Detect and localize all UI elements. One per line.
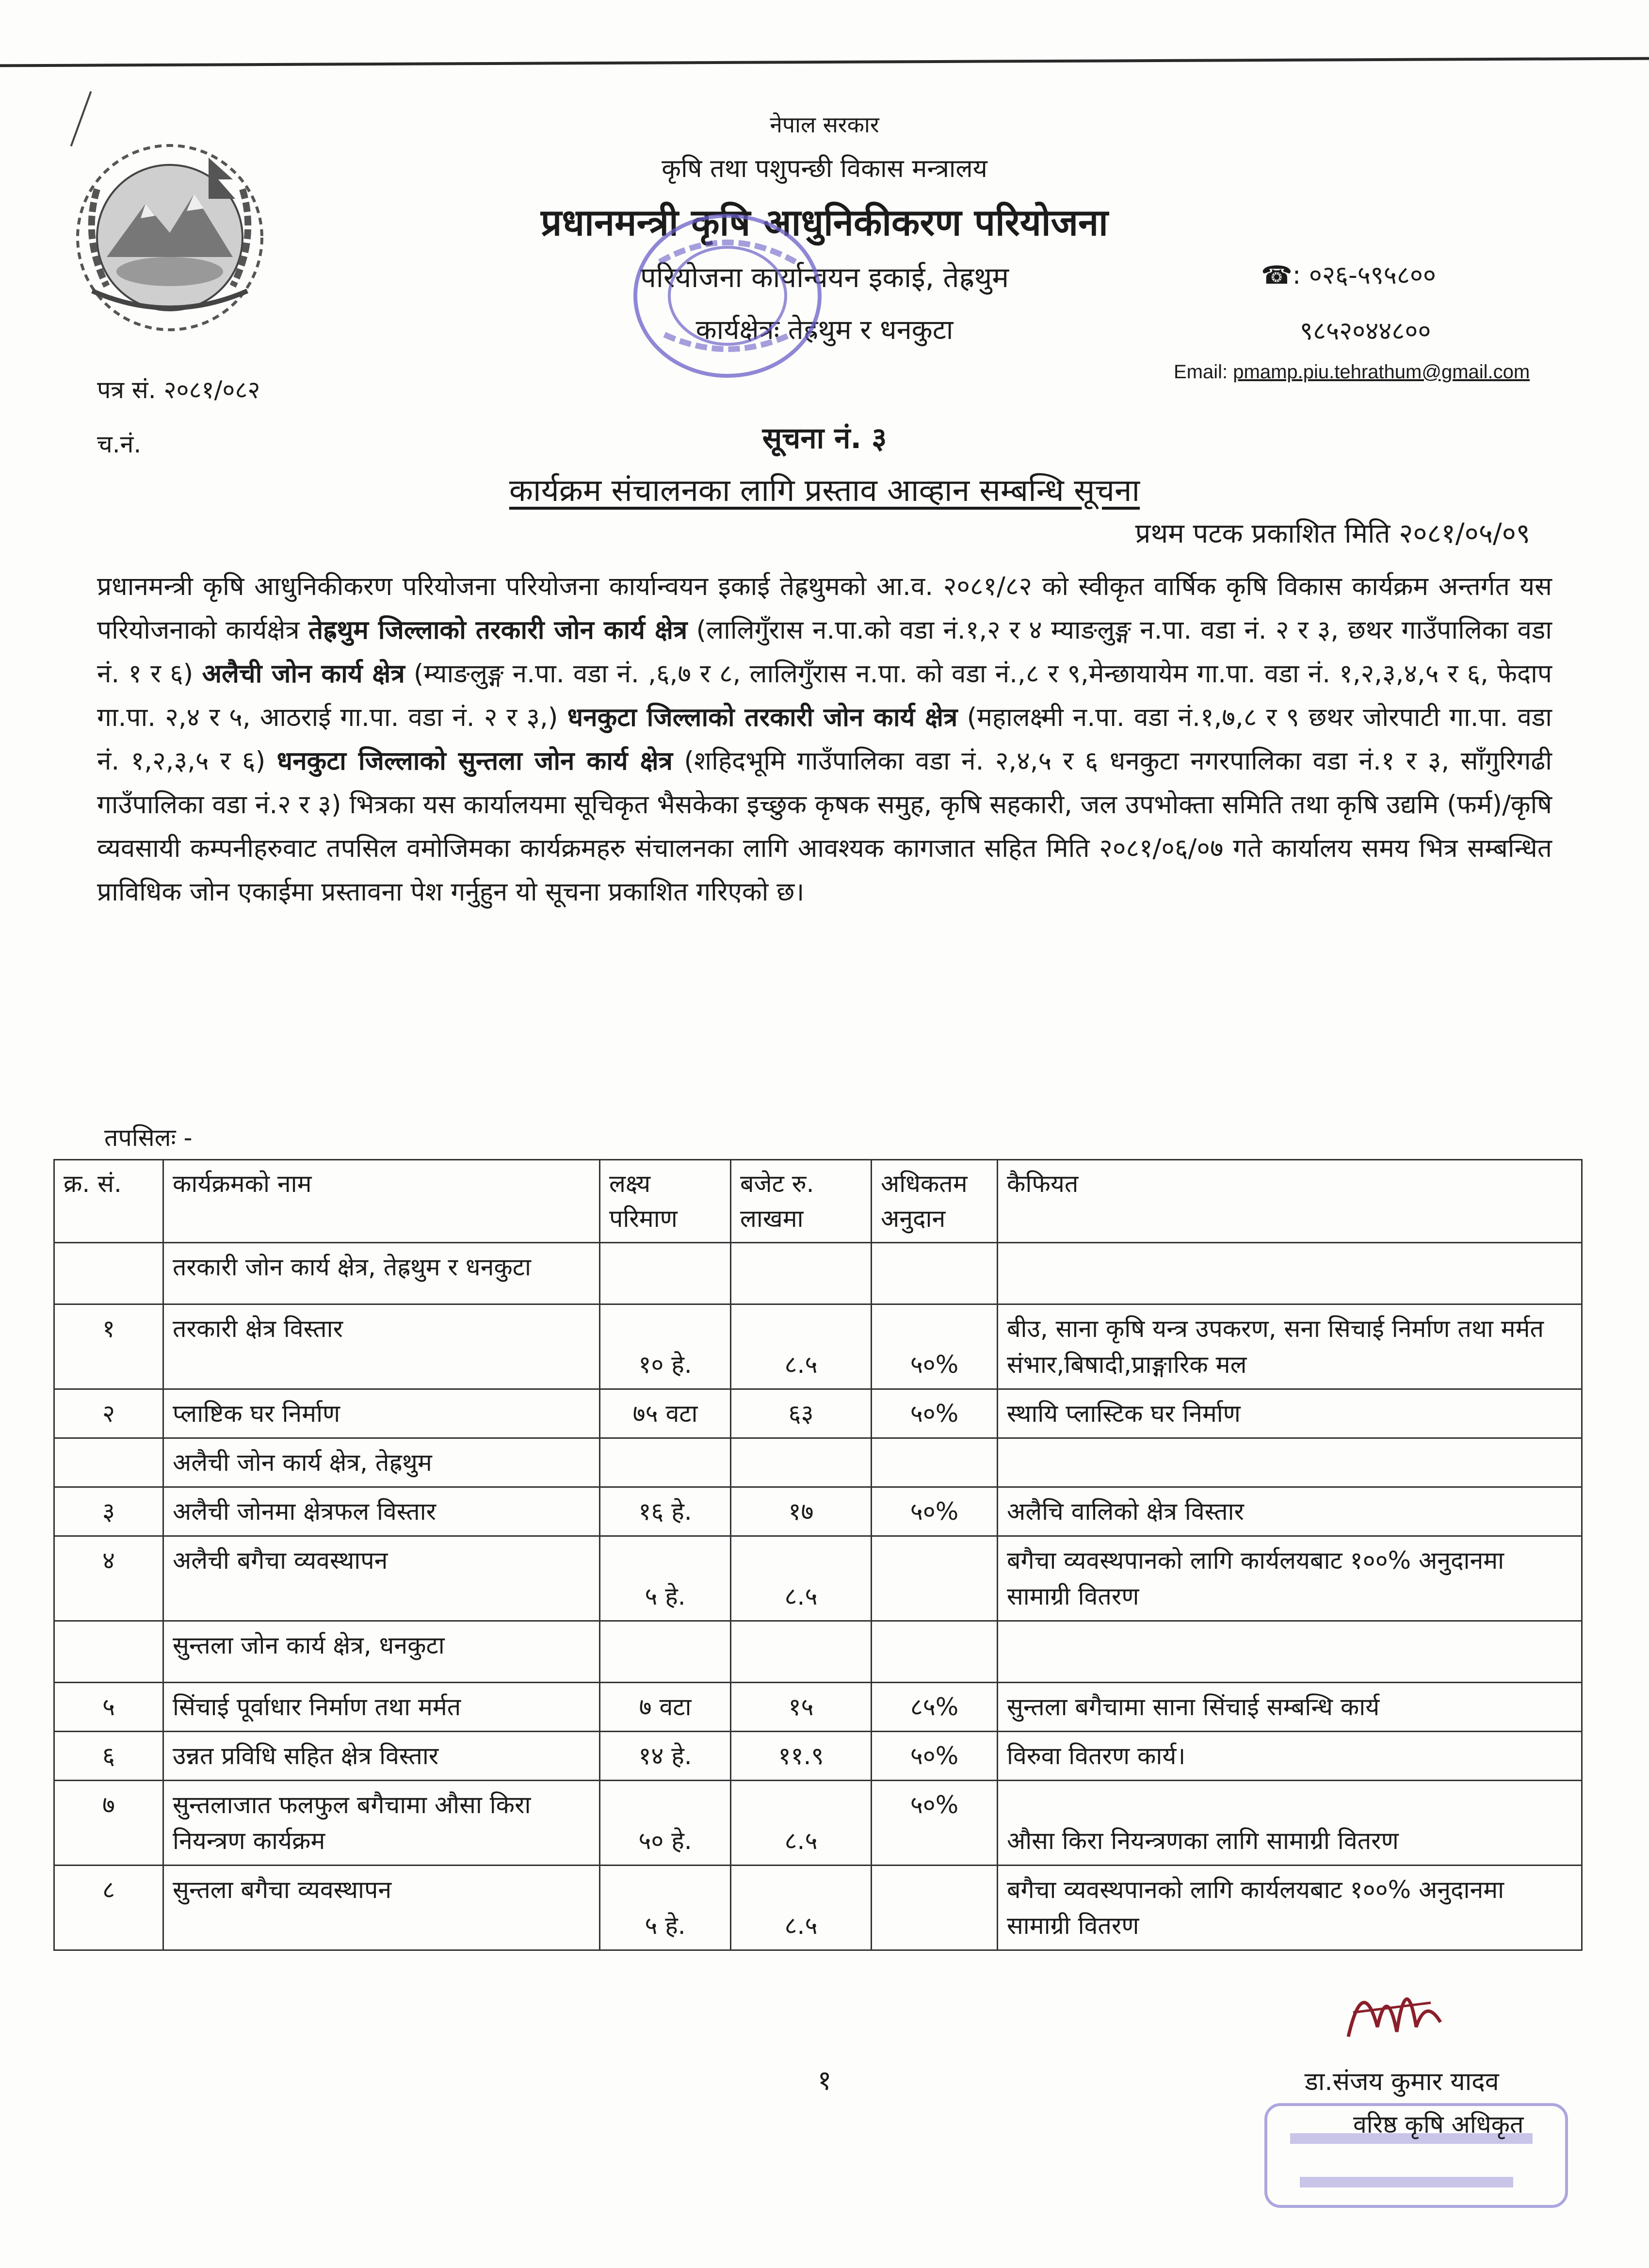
unit-name: परियोजना कार्यान्वयन इकाई, तेह्रथुम [640,261,1009,294]
cell-remarks: अलैचि वालिको क्षेत्र विस्तार [998,1487,1582,1536]
signature-icon [1334,1954,1450,2061]
signer-title: वरिष्ठ कृषि अधिकृत [1353,2110,1524,2139]
notice-number: सूचना नं. ३ [762,421,887,455]
cell-subsidy: ५०% [872,1487,998,1536]
cell-remarks: बगैचा व्यवस्थपानको लागि कार्यलयबाट १००% अनुदानमा सामाग्री वितरण [998,1536,1582,1621]
signer-name: डा.संजय कुमार यादव [1305,2067,1499,2096]
body-part-2: (लालिगुँरास न.पा.को वडा नं.१,२ र ४ म्याङलुङ्ग न.पा. वडा नं. २ र ३, छथर गाउँपालिका वडा नं. १ र ६) [97,615,1552,689]
letter-number: पत्र सं. २०८१/०८२ [97,376,260,404]
cell-budget: ८.५ [731,1866,872,1950]
government-name: नेपाल सरकार [770,112,879,138]
program-table [53,1159,1583,1951]
header-sn: क्र. सं. [54,1160,163,1243]
notice-subject [0,468,1649,510]
header-budget: बजेट रु. लाखमा [731,1160,872,1243]
cell-subsidy: ५०% [872,1389,998,1438]
ministry-name: कृषि तथा पशुपन्छी विकास मन्त्रालय [662,154,987,183]
body-bold-1: तेह्रथुम जिल्लाको तरकारी जोन कार्य क्षेत्र [308,615,688,645]
header-name: कार्यक्रमको नाम [163,1160,600,1243]
email-label: Email: [1174,361,1228,383]
cell-name: उन्नत प्रविधि सहित क्षेत्र विस्तार [163,1732,600,1781]
table-header-row [54,1160,1582,1243]
cell-subsidy: ५०% [872,1781,998,1866]
cell-sn: ४ [54,1536,163,1621]
cell-target: १४ हे. [600,1732,731,1781]
cell-remarks: स्थायि प्लास्टिक घर निर्माण [998,1389,1582,1438]
cell-remarks: सुन्तला बगैचामा साना सिंचाई सम्बन्धि कार्य [998,1683,1582,1732]
details-label: तपसिलः - [104,1124,193,1152]
header-target: लक्ष्य परिमाण [600,1160,731,1243]
email-line [1174,361,1530,383]
section-row [54,1438,1582,1487]
body-bold-3: धनकुटा जिल्लाको तरकारी जोन कार्य क्षेत्र [567,703,958,732]
cell-name: अलैची जोनमा क्षेत्रफल विस्तार [163,1487,600,1536]
header-subsidy: अधिकतम अनुदान [872,1160,998,1243]
cell-sn: ६ [54,1732,163,1781]
section-row [54,1621,1582,1683]
page-number: १ [817,2065,832,2096]
table-row [54,1781,1582,1866]
body-bold-4: धनकुटा जिल्लाको सुन्तला जोन कार्य क्षेत्र [276,746,673,776]
email-link[interactable]: pmamp.piu.tehrathum@gmail.com [1233,361,1530,383]
cell-target: १६ हे. [600,1487,731,1536]
cell-name: सुन्तलाजात फलफुल बगैचामा औसा किरा नियन्त्रण कार्यक्रम [163,1781,600,1866]
cell-subsidy [872,1866,998,1950]
cell-target: ७५ वटा [600,1389,731,1438]
cell-budget: १७ [731,1487,872,1536]
cell-remarks: बगैचा व्यवस्थपानको लागि कार्यलयबाट १००% अनुदानमा सामाग्री वितरण [998,1866,1582,1950]
table-row [54,1732,1582,1781]
cell-sn: ५ [54,1683,163,1732]
section-title: सुन्तला जोन कार्य क्षेत्र, धनकुटा [163,1621,600,1683]
project-name: प्रधानमन्त्री कृषि आधुनिकीकरण परियोजना [541,201,1108,244]
cell-subsidy [872,1536,998,1621]
scan-edge-line [0,57,1649,67]
cell-budget: १५ [731,1683,872,1732]
section-title: तरकारी जोन कार्य क्षेत्र, तेह्रथुम र धनकुटा [163,1243,600,1304]
table-row [54,1487,1582,1536]
cell-target: ५० हे. [600,1781,731,1866]
cell-target: ७ वटा [600,1683,731,1732]
body-part-3: (म्याङलुङ्ग न.पा. वडा नं. ,६,७ र ८, लालिगुँरास न.पा. को वडा नं.,८ र ९,मेन्छायायेम गा.पा. वडा नं. १,२,३,४,५ र ६, फेदाप गा.पा. २,४ र ५, आठराई गा.पा. वडा नं. २ र ३,) [97,659,1552,732]
cell-budget: ८.५ [731,1536,872,1621]
body-part-4: (महालक्ष्मी न.पा. वडा नं.१,७,८ र ९ छथर जोरपाटी गा.पा. वडा नं. १,२,३,५ र ६) [97,703,1552,776]
cell-subsidy: ८५% [872,1683,998,1732]
cell-budget: ६३ [731,1389,872,1438]
notice-body [97,565,1552,914]
office-stamp-icon [626,204,829,388]
body-part-1: प्रधानमन्त्री कृषि आधुनिकीकरण परियोजना परियोजना कार्यान्वयन इकाई तेह्रथुमको आ.व. २०८१/८२ को स्वीकृत वार्षिक कृषि विकास कार्यक्रम अन्तर्गत यस परियोजनाको कार्यक्षेत्र [97,572,1552,645]
cell-subsidy: ५०% [872,1304,998,1389]
table-row [54,1389,1582,1438]
section-title: अलैची जोन कार्य क्षेत्र, तेह्रथुम [163,1438,600,1487]
cell-name: तरकारी क्षेत्र विस्तार [163,1304,600,1389]
subject-text: कार्यक्रम संचालनका लागि प्रस्ताव आव्हान सम्बन्धि सूचना [509,473,1140,509]
published-date: प्रथम पटक प्रकाशित मिति २०८१/०५/०९ [1135,518,1530,549]
cell-target: ५ हे. [600,1536,731,1621]
header-remarks: कैफियत [998,1160,1582,1243]
phone-number: ☎: ०२६-५९५८०० [1261,261,1436,290]
section-row [54,1243,1582,1304]
table-row [54,1866,1582,1950]
work-area: कार्यक्षेत्रः तेह्रथुम र धनकुटा [695,314,954,346]
cell-target: १० हे. [600,1304,731,1389]
table-row [54,1683,1582,1732]
cell-budget: ८.५ [731,1304,872,1389]
cell-sn: ७ [54,1781,163,1866]
cell-subsidy: ५०% [872,1732,998,1781]
cell-name: प्लाष्टिक घर निर्माण [163,1389,600,1438]
cell-sn: १ [54,1304,163,1389]
table-row [54,1536,1582,1621]
cell-remarks: बीउ, साना कृषि यन्त्र उपकरण, सना सिचाई निर्माण तथा मर्मत संभार,बिषादी,प्राङ्गारिक मल [998,1304,1582,1389]
mobile-number: ९८५२०४४८०० [1300,317,1431,346]
cell-target: ५ हे. [600,1866,731,1950]
cell-name: अलैची बगैचा व्यवस्थापन [163,1536,600,1621]
cell-name: सुन्तला बगैचा व्यवस्थापन [163,1866,600,1950]
cell-sn: ८ [54,1866,163,1950]
body-part-5: (शहिदभूमि गाउँपालिका वडा नं. २,४,५ र ६ धनकुटा नगरपालिका वडा नं.१ र ३, साँगुरिगढी गाउँपालिका वडा नं.२ र ३) भित्रका यस कार्यालयमा सूचिकृत भैसकेका इच्छुक कृषक समुह, कृषि सहकारी, जल उपभोक्ता समिति तथा कृषि उद्यमि (फर्म)/कृषि व्यवसायी कम्पनीहरुवाट तपसिल वमोजिमका कार्यक्रमहरु संचालनका लागि आवश्यक कागजात सहित मिति २०८१/०६/०७ गते कार्यालय समय भित्र सम्बन्धित प्राविधिक जोन एकाईमा प्रस्तावना पेश गर्नुहुन यो सूचना प्रकाशित गरिएको छ। [97,746,1552,907]
cell-name: सिंचाई पूर्वाधार निर्माण तथा मर्मत [163,1683,600,1732]
dispatch-number: च.नं. [97,430,142,458]
body-bold-2: अलैची जोन कार्य क्षेत्र [202,659,405,689]
cell-sn: २ [54,1389,163,1438]
cell-sn: ३ [54,1487,163,1536]
table-row [54,1304,1582,1389]
cell-remarks: औसा किरा नियन्त्रणका लागि सामाग्री वितरण [998,1781,1582,1866]
cell-budget: ८.५ [731,1781,872,1866]
cell-budget: ११.९ [731,1732,872,1781]
cell-remarks: विरुवा वितरण कार्य। [998,1732,1582,1781]
